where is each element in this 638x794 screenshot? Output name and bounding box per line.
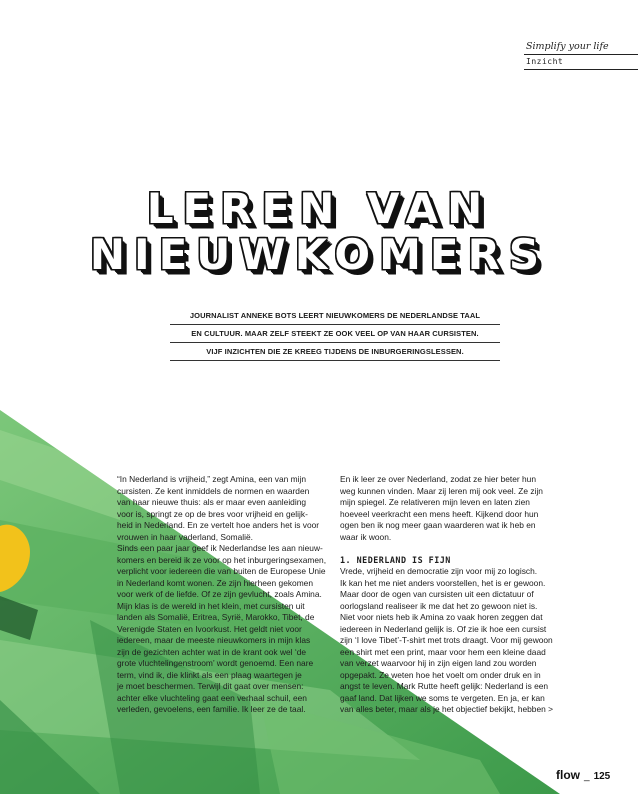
body-line: iedereen, maar de meeste nieuwkomers in mijn klas	[117, 635, 311, 645]
page-header	[524, 40, 638, 70]
body-line: vrouwen in haar vaderland, Somalië.	[117, 531, 253, 542]
body-line: iedereen in Nederland gelijk is. Of zie ik hoe een cursist	[340, 623, 547, 634]
body-line: opgepakt. Ze weten hoe het voelt om onder druk en in	[340, 669, 541, 680]
intro-line: JOURNALIST ANNEKE BOTS LEERT NIEUWKOMERS DE NEDERLANDSE TAAL	[170, 307, 500, 325]
body-line: komers en bereid ik ze voor op het inburgeringsexamen,	[117, 554, 327, 565]
title-line-2: NIEUWKOMERS	[89, 230, 549, 279]
body-line: zijn ‘I love Tibet’-T-shirt met trots draagt. Voor mij gewoon	[340, 635, 553, 645]
column-right-top	[340, 474, 550, 543]
body-line: ogen ben ik nog meer gaan waarderen wat ik heb en	[340, 520, 536, 530]
body-line: “In Nederland is vrijheid,” zegt Amina, een van mijn	[117, 474, 306, 484]
body-line: voor werk of de liefde. Of ze zijn gevlucht, zoals Amina.	[117, 589, 322, 599]
body-line: Sinds een paar jaar geef ik Nederlandse les aan nieuw-	[117, 543, 323, 553]
page-footer	[556, 766, 610, 784]
body-line: achter elke vluchteling gaat een verhaal schuil, een	[117, 692, 307, 703]
body-line: een shirt met een print, maar voor hem een kleine daad	[340, 646, 546, 657]
article-intro	[170, 307, 500, 361]
body-line: Ik kan het me niet anders voorstellen, het is er gewoon.	[340, 577, 546, 588]
body-column-right	[340, 474, 553, 716]
title-line-1: LEREN VAN	[146, 184, 492, 233]
section-heading: 1. NEDERLAND IS FIJN	[340, 554, 451, 565]
flow-logo: flow	[556, 768, 580, 782]
intro-line: EN CULTUUR. MAAR ZELF STEEKT ZE OOK VEEL OP VAN HAAR CURSISTEN.	[170, 325, 500, 343]
body-line: grote vluchtelingenstroom’ wordt genoemd. Een nare	[117, 658, 314, 668]
body-line: voor is, springt ze op de bres voor vrijheid en gelijk-	[117, 508, 308, 519]
body-line: van alles beter, maar als je het objectief bekijkt, hebben >	[340, 704, 553, 714]
column-right-bottom	[340, 566, 553, 716]
body-line: van haar nieuwe thuis: als er maar even aanleiding	[117, 497, 307, 507]
body-line: angst te leven. Mark Rutte heeft gelijk: Nederland is een	[340, 681, 549, 691]
body-line: waar ik woon.	[340, 531, 392, 542]
body-line: weg kunnen vinden. Maar zij leren mij ook veel. Ze zijn	[340, 485, 543, 496]
body-line: verleden, gevoelens, een familie. Ik leer ze de taal.	[117, 704, 306, 714]
magazine-tagline: Simplify your life	[526, 41, 609, 52]
body-line: verplicht voor iedereen die van buiten de Europese Unie	[117, 566, 326, 576]
section-label: Inzicht	[526, 57, 564, 66]
body-column-left	[117, 474, 327, 716]
body-line: Vrede, vrijheid en democratie zijn voor mij zo logisch.	[340, 566, 538, 576]
body-line: cursisten. Ze kent inmiddels de normen en waarden	[117, 485, 310, 496]
body-line: Niet voor niets heb ik Amina zo vaak horen zeggen dat	[340, 612, 543, 622]
body-line: landen als Somalië, Eritrea, Syrië, Marokko, Tibet, de	[117, 612, 315, 622]
body-line: gaaf land. Dat lijken we soms te vergeten. En ja, er kan	[340, 692, 545, 703]
body-line: heid in Nederland. En ze vertelt hoe anders het is voor	[117, 520, 320, 530]
body-line: Mijn klas is de wereld in het klein, met cursisten uit	[117, 600, 305, 611]
article-title	[0, 186, 638, 278]
footer-separator: _	[584, 771, 590, 782]
body-line: mijn spiegel. Ze relativeren mijn leven en laten zien	[340, 497, 530, 507]
body-line: van verzet waarvoor hij in zijn eigen land zou worden	[340, 658, 537, 668]
page-number: 125	[593, 771, 611, 782]
body-line: Verenigde Staten en Ivoorkust. Het geldt niet voor	[117, 623, 302, 634]
intro-line: VIJF INZICHTEN DIE ZE KREEG TIJDENS DE INBURGERINGSLESSEN.	[170, 343, 500, 361]
body-line: hoeveel veerkracht een mens heeft. Kijkend door hun	[340, 508, 539, 519]
body-line: En ik leer ze over Nederland, zodat ze hier beter hun	[340, 474, 536, 484]
body-line: in Nederland komt wonen. Ze zijn hierheen gekomen	[117, 577, 313, 588]
body-line: term, vind ik, die klinkt als een plaag waartegen je	[117, 669, 302, 680]
body-line: Maar door de ogen van cursisten uit een dictatuur of	[340, 589, 534, 599]
header-rule	[524, 69, 638, 70]
body-line: zijn de gezichten achter wat in de krant ook wel ‘de	[117, 646, 307, 657]
body-line: oorlogsland realiseer ik me dat het zo gewoon niet is.	[340, 600, 538, 611]
body-line: je moet beschermen. Terwijl dit gaat over mensen:	[117, 681, 304, 691]
